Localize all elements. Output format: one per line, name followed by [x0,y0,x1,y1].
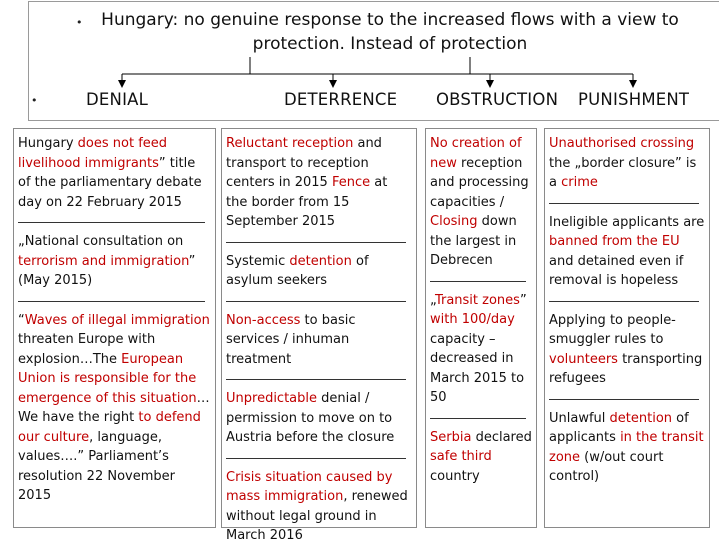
body-text: reception and processing capacities / [430,155,529,210]
highlight-text: to defend our culture [18,410,201,445]
body-text: , renewed without legal ground in March 2016 [226,489,408,543]
highlight-text: Serbia [430,429,472,445]
denial-block-3 [18,311,211,506]
body-text: transporting refugees [549,351,703,386]
highlight-text: No creation of new [430,136,522,171]
column-punishment [544,128,710,528]
denial-block-1 [18,134,211,212]
divider [549,399,699,400]
body-text: , language, values….” Parliament’s resolution 22 November 2015 [18,429,175,503]
divider [226,301,406,302]
deterrence-block-2 [226,252,412,291]
highlight-text: banned from the EU [549,234,680,249]
column-denial [13,128,216,528]
divider [549,301,699,302]
branch-arrows [0,0,720,130]
highlight-text: crime [561,175,598,190]
divider [18,301,205,302]
body-text: of asylum seekers [226,253,369,288]
highlight-text: Transit zones [434,292,520,308]
highlight-text: Unauthorised crossing [549,136,695,151]
body-text: and detained even if removal is hopeless [549,253,684,288]
highlight-text: with 100/day [430,312,515,327]
highlight-text: European Union is responsible for the emergence of this situation [18,351,197,406]
punishment-block-4 [549,409,705,487]
body-text: Ineligible applicants are [549,214,705,230]
highlight-text: Non-access [226,312,301,328]
body-text: at the border from 15 September 2015 [226,175,388,229]
highlight-text: Waves of illegal immigration [24,312,210,328]
highlight-text: safe third [430,449,492,464]
highlight-text: Closing [430,214,478,229]
body-text: “ [18,312,25,328]
divider [226,458,406,459]
body-text: the „border closure” is a [549,155,697,190]
heading-punishment: PUNISHMENT [578,90,690,109]
highlight-text: Fence [331,175,371,190]
divider [430,281,526,282]
body-text: country [430,468,480,484]
highlight-text: Unpredictable [226,391,317,406]
page-title: Hungary: no genuine response to the increased flows with a view to protection. Instead of protection [101,10,679,54]
deterrence-block-5 [226,468,412,546]
bullet-1: • [76,16,83,29]
body-text: ” [519,292,527,308]
highlight-text: does not feed livelihood immigrants [18,136,168,171]
body-text: of applicants [549,410,689,445]
body-text: capacity – decreased in March 2015 to 50 [430,331,525,405]
body-text: down the largest in Debrecen [430,214,517,268]
heading-denial: DENIAL [86,90,149,109]
body-text: Applying to people-smuggler rules to [549,312,676,347]
body-text: declared [471,429,532,445]
punishment-block-3 [549,311,705,389]
column-deterrence [221,128,417,543]
body-text: Unlawful [549,410,610,426]
bullet-2: • [31,94,38,107]
body-text: denial / permission to move on to Austria before the closure [226,391,395,445]
punishment-block-1 [549,134,705,193]
body-text: to basic services / inhuman treatment [226,312,356,367]
body-text: and transport to reception centers in 2015 [226,136,382,190]
body-text: ” (May 2015) [18,253,196,288]
heading-obstruction: OBSTRUCTION [436,90,559,109]
body-text: „ [430,292,435,308]
highlight-text: Crisis situation caused by mass immigration [226,469,393,504]
body-text: threaten Europe with explosion…The [18,332,156,367]
body-text: ” title of the parliamentary debate day on 22 February 2015 [18,155,202,210]
deterrence-block-3 [226,311,412,370]
deterrence-block-4 [226,389,412,448]
highlight-text: Reluctant reception [226,136,354,151]
denial-block-2 [18,232,211,291]
highlight-text: detention [609,410,673,426]
body-text: Systemic [226,253,290,269]
column-obstruction [425,128,537,528]
deterrence-block-1 [226,134,412,232]
divider [226,379,406,380]
divider [226,242,406,243]
obstruction-block-3 [430,428,532,487]
highlight-text: terrorism and immigration [18,253,189,269]
divider [549,203,699,204]
body-text: Hungary [18,136,78,151]
body-text: … We have the right [18,390,210,425]
body-text: „National consultation on [18,234,184,249]
punishment-block-2 [549,213,705,291]
highlight-text: volunteers [549,351,618,367]
highlight-text: in the transit zone [549,430,704,465]
divider [430,418,526,419]
highlight-text: detention [289,253,352,269]
heading-deterrence: DETERRENCE [284,90,398,109]
body-text: (w/out court control) [549,449,664,484]
obstruction-block-2 [430,291,532,408]
divider [18,222,205,223]
obstruction-block-1 [430,134,532,271]
